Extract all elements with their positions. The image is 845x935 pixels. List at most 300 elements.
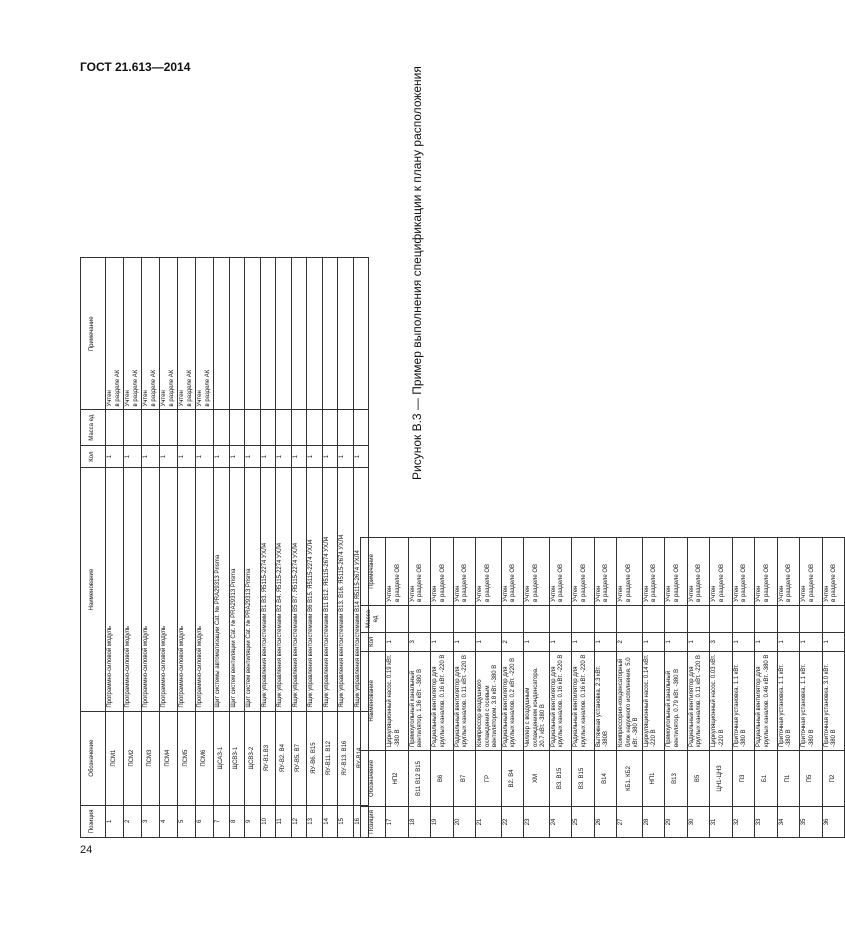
table-row (800, 538, 823, 838)
note-cell (549, 538, 572, 606)
name-cell: Программно-силовой модуль (124, 468, 142, 711)
table-row (572, 538, 595, 838)
name-cell: Прямоугольный канальный вентилятор. 1.36 кВт. -380 В (408, 651, 431, 751)
spec-table-right (360, 537, 845, 838)
position-cell: 9 (245, 805, 261, 837)
mass-cell (710, 605, 733, 632)
qty-cell: 1 (291, 445, 307, 468)
note-line: Учтен (197, 390, 203, 407)
name-cell: Программно-силовой модуль (160, 468, 178, 711)
mass-cell (777, 605, 800, 632)
position-cell: 11 (276, 805, 292, 837)
note-line: Учтен (711, 585, 717, 602)
position-cell: 16 (353, 805, 369, 837)
position-cell: 36 (822, 806, 845, 837)
mass-cell (276, 410, 292, 445)
mass-cell (106, 410, 124, 445)
note-line: в разделе ОВ (808, 563, 815, 602)
note-line: в разделе ОВ (603, 563, 609, 602)
table-row (291, 258, 307, 838)
note-line: Учтен (733, 585, 740, 602)
name-cell: Ящик управления вентсистемами В5 В7. Я5115-2274 УХЛ4 (291, 468, 307, 711)
note-line: Учтен (756, 585, 762, 602)
note-cell (710, 538, 733, 606)
designation-cell: В5 (687, 751, 710, 807)
header-row (361, 538, 386, 838)
note-line: в разделе ОВ (831, 563, 837, 602)
col-header-position: Позиция (81, 805, 106, 837)
position-cell: 19 (431, 806, 454, 837)
col-header-note: Примечание (361, 538, 386, 606)
table-row (732, 538, 755, 838)
note-line: в разделе АК (186, 369, 193, 407)
qty-cell: 2 (617, 633, 643, 651)
qty-cell: 1 (160, 445, 178, 468)
mass-cell (642, 605, 665, 632)
note-line: в разделе АК (204, 369, 211, 407)
name-cell: Программно-силовой модуль (196, 468, 214, 711)
qty-cell: 1 (549, 633, 572, 651)
col-header-designation: Обозначение (81, 711, 106, 805)
mass-cell (617, 605, 643, 632)
name-cell: Компрессор воздушного охлаждения с осевым вентилятором. 3.8 кВт. -380 В (476, 651, 502, 751)
mass-cell (338, 410, 354, 445)
qty-cell: 1 (777, 633, 800, 651)
position-cell: 32 (732, 806, 755, 837)
mass-cell (178, 410, 196, 445)
mass-cell (260, 410, 276, 445)
note-line: в разделе АК (114, 369, 121, 407)
table-row (276, 258, 292, 838)
qty-cell: 1 (229, 445, 245, 468)
qty-cell: 1 (245, 445, 261, 468)
qty-cell: 1 (196, 445, 214, 468)
table-row (549, 538, 572, 838)
mass-cell (687, 605, 710, 632)
designation-cell: ЦН1-ЦН3 (710, 751, 733, 807)
note-line: Учтен (595, 585, 602, 602)
designation-cell: П1 (777, 751, 800, 807)
table-row (178, 258, 196, 838)
name-cell: Радиальный вентилятор для круглых каналов. 0.11 кВт. -220 В (687, 651, 710, 751)
table-row (777, 538, 800, 838)
note-line: в разделе ОВ (510, 563, 516, 602)
qty-cell: 1 (178, 445, 196, 468)
qty-cell: 3 (710, 633, 733, 651)
note-line: Учтен (454, 585, 461, 602)
note-line: Учтен (125, 390, 131, 407)
col-header-name: Наименование (361, 651, 386, 751)
table-row (431, 538, 454, 838)
note-line: в разделе ОВ (718, 563, 725, 602)
mass-cell (755, 605, 778, 632)
name-cell: Приточная установка. 1.1 кВт. -380 В (800, 651, 823, 751)
note-line: в разделе ОВ (462, 563, 468, 602)
note-cell (353, 258, 369, 411)
page-number: 24 (80, 844, 93, 856)
qty-cell: 1 (214, 445, 230, 468)
note-line: Учтен (573, 585, 579, 602)
note-line: Учтен (643, 585, 650, 602)
name-cell: Щит систем вентиляции Cat. № PRA29313 Prisma (229, 468, 245, 711)
note-line: в разделе ОВ (417, 563, 423, 602)
note-line: в разделе ОВ (651, 563, 657, 602)
name-cell: Прямоугольный канальный вентилятор. 0.79 кВт. -380 В (665, 651, 688, 751)
qty-cell: 1 (732, 633, 755, 651)
note-line: Учтен (801, 585, 807, 602)
mass-cell (322, 410, 338, 445)
designation-cell: ПСМ4 (160, 711, 178, 805)
position-cell: 23 (524, 806, 550, 837)
note-cell (322, 258, 338, 411)
designation-cell: ПСМ5 (178, 711, 196, 805)
position-cell: 12 (291, 805, 307, 837)
table-row (245, 258, 261, 838)
designation-cell: ГР (476, 751, 502, 807)
qty-cell: 2 (501, 633, 524, 651)
designation-cell: В13 (665, 751, 688, 807)
name-cell: Ящик управления вентсистемами В2 В4. Я5115-2274 УХЛ4 (276, 468, 292, 711)
position-cell: 29 (665, 806, 688, 837)
note-cell (260, 258, 276, 411)
note-line: Учтен (823, 585, 830, 602)
designation-cell: НП1 (642, 751, 665, 807)
position-cell: 8 (229, 805, 245, 837)
note-cell (476, 538, 502, 606)
mass-cell (476, 605, 502, 632)
figure-caption: Рисунок В.3 — Пример выполнения спецификации к плану расположения (410, 66, 424, 480)
mass-cell (196, 410, 214, 445)
qty-cell: 3 (408, 633, 431, 651)
name-cell: Ящик управления вентсистемами В13. В16. Я5115-2674 УХЛ4 (338, 468, 354, 711)
qty-cell: 1 (524, 633, 550, 651)
name-cell: Приточная установка. 1.1 кВт. -380 В (732, 651, 755, 751)
position-cell: 18 (408, 806, 431, 837)
note-line: в разделе ОВ (394, 563, 401, 602)
note-line: Учтен (477, 585, 483, 602)
note-line: Учтен (179, 390, 185, 407)
designation-cell: ПСМ3 (142, 711, 160, 805)
note-line: Учтен (688, 585, 695, 602)
position-cell: 22 (501, 806, 524, 837)
designation-cell: В7 (453, 751, 476, 807)
note-cell (642, 538, 665, 606)
name-cell: Радиальный вентилятор для круглых каналов. 0.16 кВт. -220 В (431, 651, 454, 751)
designation-cell: ЩСВЗ-1 (229, 711, 245, 805)
mass-cell (732, 605, 755, 632)
designation-cell: ЩСАЗ-1 (214, 711, 230, 805)
table-row (501, 538, 524, 838)
designation-cell: В6 (431, 751, 454, 807)
designation-cell: ЯУ-В11. В12 (322, 711, 338, 805)
mass-cell (822, 605, 845, 632)
position-cell: 14 (322, 805, 338, 837)
note-cell (214, 258, 230, 411)
table-row (338, 258, 354, 838)
designation-cell: ЯУ-В2. В4 (276, 711, 292, 805)
mass-cell (307, 410, 323, 445)
designation-cell: В3. В15 (549, 751, 572, 807)
note-cell (307, 258, 323, 411)
note-line: в разделе ОВ (786, 563, 792, 602)
qty-cell: 1 (386, 633, 409, 651)
note-cell (822, 538, 845, 606)
note-cell (124, 258, 142, 411)
name-cell: Щит системы автоматизации Cat. № PRA29313 Prisma (214, 468, 230, 711)
note-cell (338, 258, 354, 411)
table-row (665, 538, 688, 838)
mass-cell (386, 605, 409, 632)
designation-cell: ХМ (524, 751, 550, 807)
note-cell (524, 538, 550, 606)
mass-cell (453, 605, 476, 632)
note-line: в разделе ОВ (580, 563, 587, 602)
note-cell (408, 538, 431, 606)
qty-cell: 1 (338, 445, 354, 468)
note-line: Учтен (143, 390, 149, 407)
qty-cell: 1 (594, 633, 617, 651)
table-row (408, 538, 431, 838)
table-row (229, 258, 245, 838)
position-cell: 26 (594, 806, 617, 837)
mass-cell (229, 410, 245, 445)
table-row (617, 538, 643, 838)
note-cell (142, 258, 160, 411)
note-line: в разделе АК (132, 369, 139, 407)
note-cell (777, 538, 800, 606)
header-row (81, 258, 106, 838)
note-line: Учтен (387, 585, 393, 602)
note-cell (386, 538, 409, 606)
note-cell (594, 538, 617, 606)
name-cell: Приточная установка. 3.0 кВт. -380 В (822, 651, 845, 751)
col-header-qty: Кол (81, 445, 106, 468)
table-row (642, 538, 665, 838)
mass-cell (501, 605, 524, 632)
note-line: Учтен (107, 390, 113, 407)
table-row (687, 538, 710, 838)
note-cell (501, 538, 524, 606)
note-line: в разделе ОВ (763, 563, 770, 602)
designation-cell: ЯУ-В1.В3 (260, 711, 276, 805)
qty-cell: 1 (755, 633, 778, 651)
qty-cell: 1 (322, 445, 338, 468)
position-cell: 31 (710, 806, 733, 837)
qty-cell: 1 (276, 445, 292, 468)
note-cell (431, 538, 454, 606)
table-row (524, 538, 550, 838)
position-cell: 24 (549, 806, 572, 837)
designation-cell: В2. В4 (501, 751, 524, 807)
name-cell: Программно-силовой модуль (142, 468, 160, 711)
note-cell (196, 258, 214, 411)
position-cell: 4 (160, 805, 178, 837)
mass-cell (800, 605, 823, 632)
name-cell: Радиальный вентилятор для круглых каналов. 0.46 кВт. -380 В (755, 651, 778, 751)
name-cell: Приточная установка. 1.1 кВт. -380 В (777, 651, 800, 751)
name-cell: Радиальный вентилятор для круглых каналов. 0.16 кВт. -220 В (572, 651, 595, 751)
qty-cell: 1 (665, 633, 688, 651)
designation-cell: В3. В15 (572, 751, 595, 807)
note-cell (732, 538, 755, 606)
position-cell: 2 (124, 805, 142, 837)
note-line: в разделе ОВ (439, 563, 446, 602)
note-line: в разделе ОВ (673, 563, 680, 602)
note-line: в разделе ОВ (558, 563, 564, 602)
position-cell: 34 (777, 806, 800, 837)
name-cell: Компрессорно-конденсаторный блок наружного исполнения. 5.0 кВт. -380 В (617, 651, 643, 751)
mass-cell (572, 605, 595, 632)
col-header-mass: Масса ед (361, 605, 386, 632)
note-line: в разделе ОВ (532, 563, 539, 602)
name-cell: Циркуляционный насос. 0.19 кВт. -380 В (386, 651, 409, 751)
position-cell: 1 (106, 805, 124, 837)
mass-cell (524, 605, 550, 632)
name-cell: Вытяжная установка. 2.3 кВт. -380В (594, 651, 617, 751)
position-cell: 6 (196, 805, 214, 837)
qty-cell: 1 (260, 445, 276, 468)
table-row (594, 538, 617, 838)
name-cell: Радиальный вентилятор для круглых каналов. 0.2 кВт. -220 В (501, 651, 524, 751)
note-line: Учтен (778, 585, 785, 602)
col-header-mass: Масса ед (81, 410, 106, 445)
table-row (260, 258, 276, 838)
name-cell: Циркуляционный насос. 0.14 кВт. -220 В (642, 651, 665, 751)
qty-cell: 1 (142, 445, 160, 468)
note-line: Учтен (409, 585, 416, 602)
name-cell: Щит систем вентиляции Cat. № PRA29313 Prisma (245, 468, 261, 711)
note-line: в разделе ОВ (741, 563, 747, 602)
col-header-designation: Обозначение (361, 751, 386, 807)
designation-cell: КБ1. КБ2 (617, 751, 643, 807)
mass-cell (408, 605, 431, 632)
position-cell: 5 (178, 805, 196, 837)
qty-cell: 1 (124, 445, 142, 468)
position-cell: 13 (307, 805, 323, 837)
name-cell: Программно-силовой модуль (178, 468, 196, 711)
note-cell (800, 538, 823, 606)
note-cell (617, 538, 643, 606)
spec-table-left (80, 257, 369, 838)
name-cell: Ящик управления вентсистемами В14 Я5115-2674 УХЛ4 (353, 468, 369, 711)
note-line: в разделе ОВ (625, 563, 632, 602)
table-row (476, 538, 502, 838)
qty-cell: 1 (431, 633, 454, 651)
table-row (822, 538, 845, 838)
table-row (710, 538, 733, 838)
designation-cell: П3 (732, 751, 755, 807)
table-row (307, 258, 323, 838)
qty-cell: 1 (822, 633, 845, 651)
note-cell (276, 258, 292, 411)
note-line: Учтен (502, 585, 509, 602)
mass-cell (160, 410, 178, 445)
designation-cell: ЯУ-В14 (353, 711, 369, 805)
table-row (386, 538, 409, 838)
mass-cell (665, 605, 688, 632)
col-header-name: Наименование (81, 468, 106, 711)
position-cell: 21 (476, 806, 502, 837)
note-cell (178, 258, 196, 411)
note-cell (245, 258, 261, 411)
designation-cell: ЯУ-В13. В16 (338, 711, 354, 805)
designation-cell: П2 (822, 751, 845, 807)
position-cell: 15 (338, 805, 354, 837)
mass-cell (124, 410, 142, 445)
mass-cell (245, 410, 261, 445)
col-header-qty: Кол (361, 633, 386, 651)
note-cell (687, 538, 710, 606)
note-cell (291, 258, 307, 411)
qty-cell: 1 (307, 445, 323, 468)
mass-cell (549, 605, 572, 632)
note-line: Учтен (432, 585, 438, 602)
designation-cell: П5 (800, 751, 823, 807)
name-cell: Циркуляционный насос. 0.03 кВт. -220 В (710, 651, 733, 751)
position-cell: 17 (386, 806, 409, 837)
note-cell (453, 538, 476, 606)
position-cell: 20 (453, 806, 476, 837)
qty-cell: 1 (642, 633, 665, 651)
designation-cell: НП2 (386, 751, 409, 807)
note-cell (160, 258, 178, 411)
note-line: в разделе АК (168, 369, 175, 407)
qty-cell: 1 (476, 633, 502, 651)
note-cell (229, 258, 245, 411)
table-row (106, 258, 124, 838)
designation-cell: В14 (594, 751, 617, 807)
table-row (453, 538, 476, 838)
name-cell: Радиальный вентилятор для круглых каналов. 0.11 кВт. -220 В (453, 651, 476, 751)
qty-cell: 1 (353, 445, 369, 468)
note-cell (106, 258, 124, 411)
name-cell: Программно-силовой модуль (106, 468, 124, 711)
position-cell: 3 (142, 805, 160, 837)
note-line: Учтен (550, 585, 557, 602)
designation-cell: ПСМ6 (196, 711, 214, 805)
note-line: в разделе АК (150, 369, 157, 407)
table-row (142, 258, 160, 838)
mass-cell (353, 410, 369, 445)
designation-cell: ЯУ-В6. В15 (307, 711, 323, 805)
qty-cell: 1 (572, 633, 595, 651)
col-header-position: Позиция (361, 806, 386, 837)
table-row (124, 258, 142, 838)
position-cell: 25 (572, 806, 595, 837)
name-cell: Ящик управления вентсистемами В11 В12. Я5115-2674 УХЛ4 (322, 468, 338, 711)
designation-cell: В11 В12 В15 (408, 751, 431, 807)
mass-cell (214, 410, 230, 445)
designation-cell: ПСМ2 (124, 711, 142, 805)
note-line: в разделе ОВ (484, 563, 491, 602)
note-line: в разделе ОВ (696, 563, 702, 602)
table-row (214, 258, 230, 838)
designation-cell: Б1 (755, 751, 778, 807)
col-header-note: Примечание (81, 258, 106, 411)
mass-cell (142, 410, 160, 445)
table-row (322, 258, 338, 838)
position-cell: 35 (800, 806, 823, 837)
qty-cell: 1 (106, 445, 124, 468)
document-header: ГОСТ 21.613—2014 (80, 60, 191, 74)
note-line: Учтен (618, 585, 624, 602)
note-line: Учтен (525, 585, 531, 602)
position-cell: 28 (642, 806, 665, 837)
designation-cell: ЯУ-В5. В7 (291, 711, 307, 805)
name-cell: Ящик управления вентсистемами В6 В15. Я5115-2274 УХЛ4 (307, 468, 323, 711)
note-cell (755, 538, 778, 606)
note-line: Учтен (666, 585, 672, 602)
